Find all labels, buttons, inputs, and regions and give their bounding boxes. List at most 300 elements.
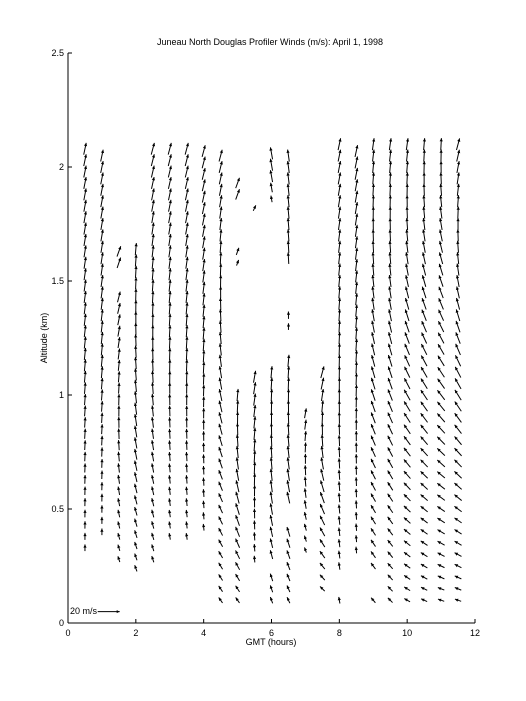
wind-arrow [338, 401, 341, 413]
wind-arrow-head [83, 452, 86, 455]
wind-arrow-head [219, 321, 222, 324]
wind-arrow [321, 389, 324, 401]
wind-arrow [437, 448, 445, 455]
wind-arrow [101, 286, 104, 298]
wind-arrow [253, 462, 256, 474]
wind-arrow-head [151, 382, 154, 385]
wind-arrow [169, 200, 172, 212]
wind-arrow [253, 382, 256, 394]
wind-arrow [219, 275, 222, 287]
wind-arrow-head [169, 211, 172, 215]
wind-arrow [423, 150, 426, 162]
wind-arrow [117, 452, 120, 462]
wind-arrow [404, 587, 410, 591]
wind-arrow [338, 241, 341, 253]
wind-arrow-head [185, 417, 188, 420]
wind-arrow-head [169, 188, 172, 192]
wind-arrow [219, 161, 223, 173]
wind-arrow [168, 440, 171, 449]
wind-arrow-head [338, 435, 341, 438]
wind-arrow [134, 380, 137, 392]
wind-arrow-head [202, 489, 205, 492]
wind-arrow [388, 598, 393, 603]
wind-arrow [287, 172, 290, 184]
wind-arrow [454, 506, 461, 511]
wind-arrow [438, 599, 444, 602]
wind-arrow [151, 359, 154, 371]
wind-arrow [338, 218, 341, 230]
wind-arrow [405, 218, 408, 230]
wind-arrow [388, 286, 391, 298]
wind-arrow [455, 564, 462, 567]
wind-vectors [83, 138, 461, 603]
wind-arrow [202, 282, 205, 294]
wind-arrow [101, 207, 104, 219]
wind-arrow [372, 229, 375, 241]
wind-arrow [202, 373, 205, 384]
wind-arrow [421, 599, 427, 602]
wind-arrow [338, 539, 341, 547]
wind-arrow [168, 314, 171, 326]
wind-arrow [202, 305, 205, 317]
wind-arrow [253, 451, 256, 463]
wind-arrow-head [439, 275, 442, 279]
wind-arrow [404, 506, 411, 512]
wind-arrow [320, 492, 324, 503]
wind-arrow [117, 556, 120, 562]
wind-arrow [405, 298, 409, 310]
wind-arrow-head [84, 417, 87, 420]
wind-arrow [440, 161, 443, 173]
wind-arrow [421, 413, 428, 422]
wind-arrow-head [304, 454, 307, 457]
wind-arrow [304, 408, 307, 418]
wind-arrow [389, 207, 392, 219]
wind-arrow [185, 533, 188, 540]
wind-arrow [186, 257, 189, 269]
wind-arrow [151, 475, 154, 484]
wind-arrow [287, 355, 290, 367]
reference-vector [70, 606, 120, 616]
x-tick-label: 4 [201, 628, 207, 638]
wind-arrow [371, 378, 375, 390]
wind-arrow [372, 218, 375, 230]
wind-arrow [219, 516, 223, 524]
wind-arrow [253, 473, 256, 485]
wind-arrow-head [235, 515, 238, 519]
wind-arrow [151, 291, 154, 303]
wind-arrow [253, 532, 256, 540]
wind-arrow [134, 334, 137, 346]
wind-arrow [406, 184, 409, 196]
wind-arrow [219, 389, 222, 401]
wind-arrow [219, 184, 222, 196]
wind-arrow-head [84, 429, 87, 432]
wind-arrow [457, 150, 461, 162]
wind-arrow-head [186, 188, 189, 192]
wind-arrow [202, 385, 205, 396]
wind-arrow-head [84, 154, 87, 158]
wind-arrow [169, 234, 172, 246]
wind-arrow [355, 512, 358, 520]
wind-arrow [438, 333, 444, 344]
wind-arrow [422, 264, 426, 276]
wind-arrow [438, 379, 445, 389]
wind-arrow [168, 371, 171, 383]
wind-arrow [421, 483, 428, 490]
wind-arrow [372, 161, 375, 173]
wind-arrow [388, 563, 393, 569]
wind-arrow [185, 498, 188, 506]
wind-arrow [304, 547, 307, 552]
wind-arrow-head [253, 521, 256, 524]
wind-arrow [169, 257, 172, 269]
wind-arrow [83, 510, 86, 518]
wind-arrow [388, 528, 393, 535]
wind-arrow [168, 417, 171, 427]
wind-arrow [320, 551, 325, 558]
wind-arrow [270, 597, 273, 603]
wind-arrow [455, 599, 461, 602]
wind-arrow [270, 480, 273, 492]
wind-arrow [84, 188, 87, 200]
wind-arrow-head [84, 440, 87, 443]
wind-arrow-head [202, 350, 205, 353]
wind-arrow [168, 487, 171, 495]
wind-arrow [84, 440, 87, 450]
wind-arrow [422, 287, 426, 299]
wind-arrow [439, 275, 443, 286]
wind-arrow-head [355, 396, 358, 399]
wind-arrow [101, 378, 104, 389]
wind-arrow [219, 493, 223, 502]
wind-arrow [405, 332, 410, 343]
wind-arrow [388, 378, 393, 389]
wind-arrow-head [203, 214, 206, 218]
wind-arrow [455, 402, 462, 412]
wind-arrow [371, 482, 376, 491]
wind-arrow [269, 170, 272, 182]
wind-arrow [168, 522, 171, 529]
wind-arrow [117, 498, 120, 506]
plot-axes [68, 53, 475, 623]
wind-arrow [389, 172, 392, 184]
wind-arrow-head [202, 373, 205, 376]
wind-arrow [168, 533, 171, 540]
wind-arrow [388, 332, 392, 344]
wind-arrow [455, 553, 462, 557]
wind-arrow-head [270, 574, 273, 578]
wind-arrow [134, 346, 137, 358]
wind-arrow-head [185, 487, 188, 490]
wind-arrow-head [338, 458, 341, 461]
wind-arrow-head [304, 465, 307, 468]
wind-arrow [338, 309, 341, 321]
wind-arrow-head [202, 420, 205, 423]
wind-arrow [168, 348, 171, 360]
wind-arrow [338, 184, 341, 196]
wind-arrow [218, 412, 222, 423]
wind-arrow [287, 378, 290, 390]
wind-arrow [186, 234, 189, 246]
wind-arrow-head [355, 489, 358, 492]
wind-arrow [134, 507, 137, 516]
wind-arrow [440, 138, 443, 150]
wind-arrow [388, 366, 392, 377]
wind-arrow-head [287, 312, 290, 315]
wind-arrow [422, 252, 426, 264]
wind-arrow [270, 492, 273, 504]
wind-arrow-head [117, 417, 120, 420]
wind-arrow [151, 452, 154, 462]
wind-arrow [455, 576, 462, 579]
wind-arrow [134, 495, 137, 504]
wind-arrow [270, 423, 273, 435]
wind-arrow [203, 270, 206, 282]
wind-arrow-head [185, 429, 188, 432]
wind-arrow [287, 412, 290, 424]
wind-arrow [253, 485, 256, 496]
wind-arrow [117, 521, 120, 528]
wind-arrow [186, 223, 189, 235]
wind-arrow [287, 446, 290, 458]
wind-arrow [253, 544, 256, 551]
wind-arrow [372, 241, 375, 253]
wind-arrow [437, 518, 444, 523]
wind-arrow [219, 470, 223, 479]
wind-arrow [404, 599, 410, 602]
wind-arrow [421, 390, 428, 400]
wind-arrow-head [422, 298, 425, 302]
wind-arrow [371, 563, 375, 569]
wind-arrow [304, 477, 307, 487]
wind-arrow [338, 597, 341, 604]
wind-arrow-head [168, 406, 171, 409]
wind-arrow-head [287, 539, 290, 543]
wind-arrow-head [355, 431, 358, 434]
wind-arrow [455, 413, 462, 422]
wind-arrow [286, 492, 289, 504]
wind-arrow-head [355, 477, 358, 480]
wind-arrow [185, 440, 188, 449]
wind-arrow [287, 435, 290, 447]
wind-arrow [338, 493, 341, 502]
wind-arrow [355, 419, 358, 429]
wind-arrow [134, 266, 137, 278]
wind-arrow [118, 314, 121, 325]
wind-arrow [355, 225, 358, 237]
wind-arrow [269, 159, 272, 171]
wind-arrow [203, 248, 206, 260]
wind-arrow [185, 143, 189, 155]
wind-arrow [151, 371, 154, 383]
wind-arrow-head [355, 500, 358, 503]
wind-arrow [287, 539, 290, 548]
wind-arrow [457, 161, 460, 173]
wind-arrow [185, 429, 188, 439]
wind-arrow [355, 179, 358, 191]
wind-arrow [422, 333, 427, 344]
wind-arrow [456, 298, 460, 310]
wind-arrow [438, 356, 444, 366]
wind-arrow [270, 585, 273, 592]
wind-arrow [457, 184, 460, 196]
wind-arrow [270, 574, 273, 581]
wind-arrow [338, 378, 341, 390]
wind-arrow [371, 298, 374, 310]
wind-arrow [202, 489, 205, 497]
wind-arrow [371, 264, 374, 276]
wind-arrow [101, 343, 104, 355]
wind-arrow-head [338, 424, 341, 427]
wind-arrow [151, 337, 154, 349]
wind-arrow-head [389, 184, 392, 187]
wind-arrow [371, 389, 375, 400]
wind-arrow [270, 503, 273, 514]
wind-arrow [287, 585, 290, 592]
wind-arrow [389, 138, 392, 150]
wind-arrow-head [371, 389, 374, 393]
wind-arrow [117, 429, 120, 439]
wind-arrow [438, 564, 445, 567]
wind-arrow [269, 147, 272, 159]
wind-arrow [84, 280, 87, 292]
wind-arrow [202, 408, 205, 418]
wind-arrow-head [304, 512, 307, 516]
wind-arrow [168, 325, 171, 337]
wind-arrow-head [253, 509, 256, 512]
wind-arrow [287, 195, 290, 207]
wind-arrow [439, 207, 442, 219]
wind-arrow [84, 406, 87, 417]
wind-arrow [202, 478, 205, 486]
wind-arrow [84, 314, 87, 326]
wind-arrow [404, 483, 411, 490]
wind-arrow [287, 574, 290, 581]
wind-arrow [438, 553, 445, 557]
wind-arrow [355, 145, 358, 157]
wind-arrow [287, 423, 290, 435]
wind-arrow-head [253, 532, 256, 535]
wind-arrow [134, 368, 137, 380]
wind-arrow [404, 401, 410, 411]
wind-arrow [84, 154, 87, 166]
wind-arrow-head [101, 401, 104, 404]
wind-arrow-head [117, 556, 120, 560]
wind-arrow [169, 280, 172, 292]
wind-arrow [185, 394, 188, 405]
wind-arrow [152, 234, 155, 246]
y-tick-label: 2 [58, 162, 64, 172]
wind-arrow [219, 528, 223, 536]
wind-arrow [186, 280, 189, 292]
wind-arrow [84, 394, 87, 405]
wind-arrow-head [185, 452, 188, 455]
wind-arrow [219, 505, 223, 513]
wind-arrow [83, 487, 86, 495]
wind-arrow [456, 309, 460, 321]
wind-arrow-head [338, 493, 341, 496]
wind-arrow [388, 252, 391, 264]
wind-arrow [236, 597, 240, 602]
wind-arrow [320, 457, 323, 469]
wind-arrow [355, 293, 358, 305]
wind-arrow [372, 252, 375, 264]
wind-arrow [287, 150, 290, 162]
wind-arrow [185, 154, 189, 166]
wind-arrow [355, 500, 358, 508]
wind-arrow [439, 218, 442, 230]
wind-arrow [405, 229, 408, 241]
wind-arrow [100, 482, 103, 490]
wind-arrow [219, 264, 222, 276]
wind-arrow-head [185, 383, 188, 386]
wind-arrow [219, 343, 222, 355]
wind-arrow [84, 166, 87, 178]
wind-arrow-head [135, 243, 138, 246]
wind-arrow [235, 515, 239, 526]
wind-arrow-head [117, 429, 120, 432]
wind-arrow [389, 150, 392, 162]
wind-arrow-head [405, 309, 408, 313]
wind-arrow [117, 246, 121, 256]
wind-arrow [388, 413, 393, 423]
wind-arrow-head [84, 383, 87, 386]
wind-arrow [456, 286, 459, 298]
wind-arrow [83, 498, 86, 506]
wind-arrow-head [185, 464, 188, 467]
wind-arrow [185, 177, 189, 189]
wind-arrow-head [84, 143, 87, 147]
wind-arrow [84, 417, 87, 427]
wind-arrow [84, 359, 87, 371]
wind-arrow [421, 378, 427, 388]
wind-arrow [202, 454, 205, 463]
wind-arrow-head [388, 367, 391, 371]
wind-arrow-head [100, 424, 103, 427]
wind-arrow [355, 248, 358, 260]
wind-arrow [270, 550, 273, 559]
wind-arrow [371, 366, 375, 378]
wind-arrow [286, 469, 289, 481]
wind-arrow [421, 344, 426, 355]
wind-arrow [219, 355, 222, 367]
wind-arrow [437, 425, 445, 433]
wind-arrow-head [355, 350, 358, 353]
wind-arrow [388, 459, 393, 468]
wind-arrow [151, 154, 155, 166]
wind-arrow [388, 344, 392, 356]
wind-arrow [287, 252, 290, 263]
wind-arrow [372, 150, 375, 162]
wind-arrow-head [355, 408, 358, 411]
wind-arrow [388, 540, 393, 546]
wind-arrow [355, 270, 358, 282]
wind-arrow-head [287, 355, 290, 358]
wind-arrow [151, 487, 154, 495]
wind-arrow [117, 383, 120, 394]
wind-arrow [100, 436, 103, 446]
wind-arrow [219, 321, 222, 333]
wind-arrow-head [101, 173, 104, 176]
wind-arrow [405, 321, 409, 332]
wind-arrow [338, 458, 341, 468]
wind-arrow-head [355, 524, 358, 527]
wind-arrow [404, 459, 411, 467]
wind-arrow [338, 355, 341, 367]
wind-arrow-head [100, 529, 103, 532]
wind-arrow-head [117, 440, 120, 443]
